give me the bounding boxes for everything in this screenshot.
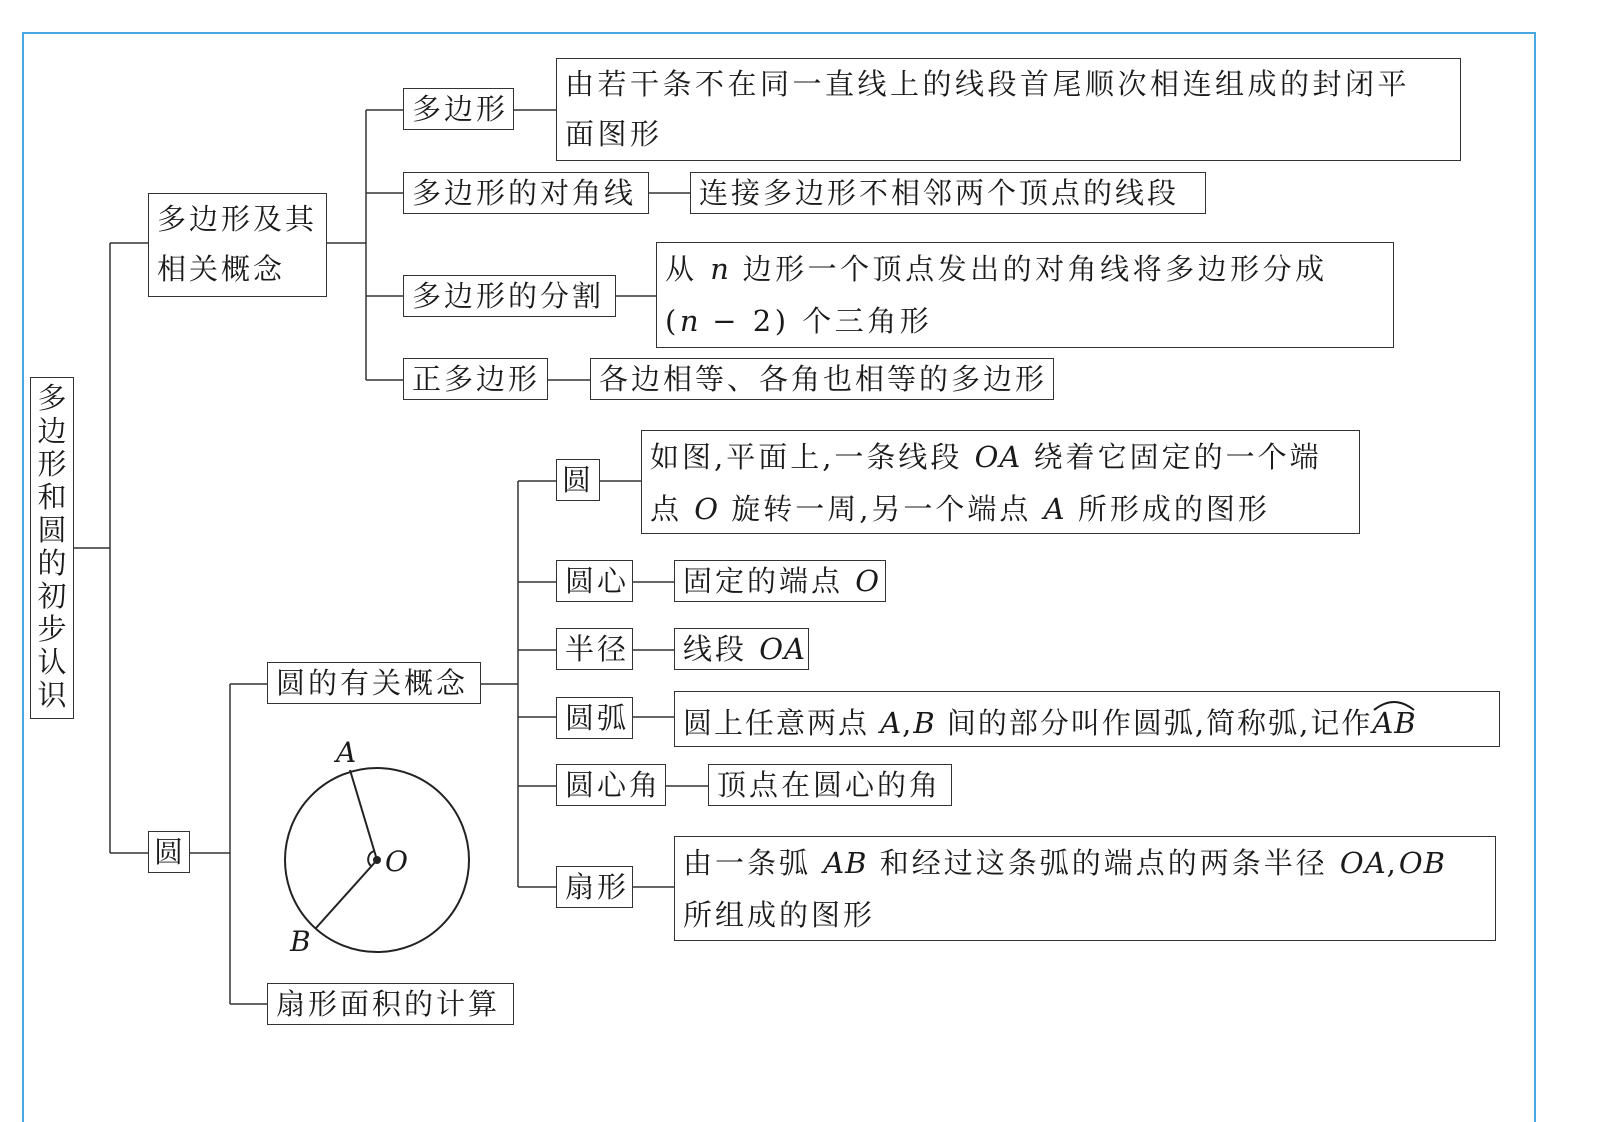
def-circle: 如图,平面上,一条线段 OA 绕着它固定的一个端 点 O 旋转一周,另一个端点 A 所形成的图形 (641, 430, 1360, 534)
arc-mark-icon (1372, 698, 1416, 712)
term-regular-polygon: 正多边形 (403, 358, 548, 400)
circle-figure (285, 768, 469, 952)
def-center: 固定的端点 O (674, 560, 886, 602)
term-radius: 半径 (556, 628, 633, 670)
circle-node: 圆 (148, 831, 190, 873)
term-polygon: 多边形 (403, 88, 514, 130)
polygon-concepts-label-1: 多边形及其 (157, 202, 318, 236)
def-sector: 由一条弧 AB 和经过这条弧的端点的两条半径 OA,OB 所组成的图形 (674, 836, 1496, 941)
root-node (30, 377, 74, 719)
def-arc: 圆上任意两点 A,B 间的部分叫作圆弧,简称弧,记作AB (674, 691, 1500, 747)
circle-concepts-node: 圆的有关概念 (267, 662, 481, 704)
term-center: 圆心 (556, 560, 633, 602)
polygon-concepts-node (148, 193, 327, 297)
figure-label-b: B (290, 925, 311, 958)
def-polygon: 由若干条不在同一直线上的线段首尾顺次相连组成的封闭平 面图形 (556, 58, 1461, 161)
def-regular-polygon: 各边相等、各角也相等的多边形 (590, 358, 1054, 400)
def-diagonal: 连接多边形不相邻两个顶点的线段 (690, 172, 1206, 214)
term-sector: 扇形 (556, 866, 633, 908)
sector-area-node: 扇形面积的计算 (267, 983, 514, 1025)
polygon-concepts-label-2: 相关概念 (157, 252, 286, 286)
root-label: 多边形和圆的初步认识 (37, 381, 67, 712)
def-division: 从 n 边形一个顶点发出的对角线将多边形分成 (n − 2) 个三角形 (656, 242, 1394, 348)
term-diagonal: 多边形的对角线 (403, 172, 649, 214)
def-central-angle: 顶点在圆心的角 (708, 764, 952, 806)
term-central-angle: 圆心角 (556, 764, 666, 806)
term-circle: 圆 (556, 459, 600, 501)
figure-label-a: A (336, 736, 357, 769)
term-division: 多边形的分割 (403, 275, 616, 317)
arc-notation: AB (1372, 706, 1416, 740)
term-arc: 圆弧 (556, 697, 633, 739)
figure-label-o: O (385, 845, 408, 878)
def-radius: 线段 OA (674, 628, 809, 670)
